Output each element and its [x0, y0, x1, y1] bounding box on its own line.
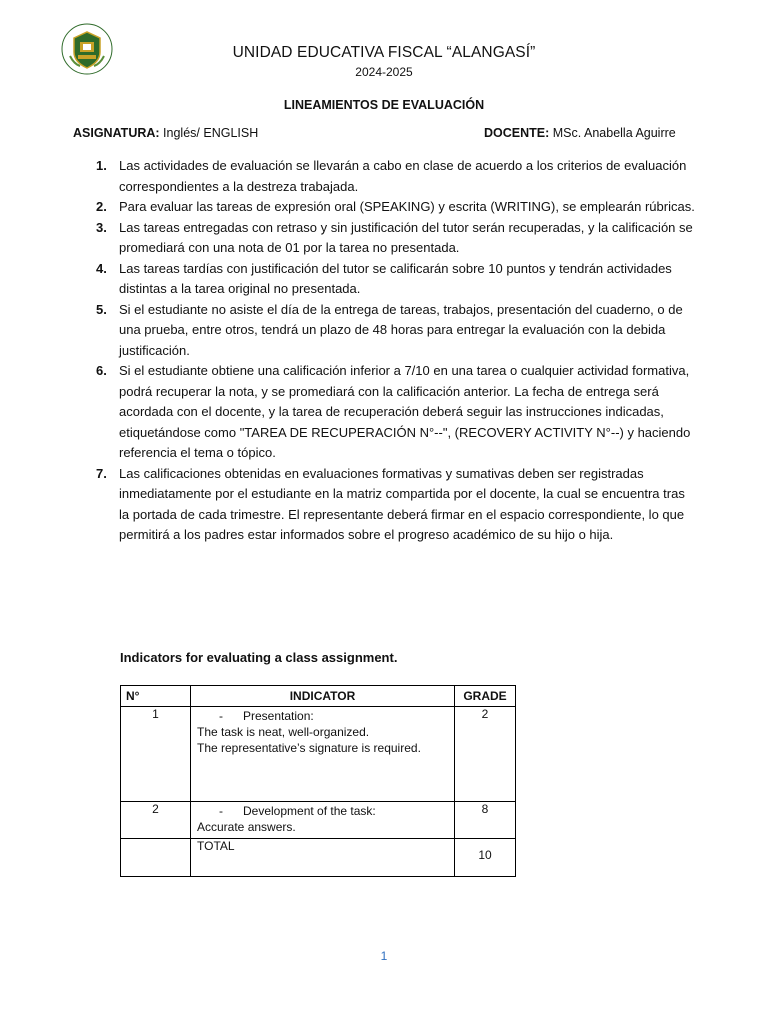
rule-text: Las tareas tardías con justificación del tutor se calificarán sobre 10 puntos y tendrán actividades distintas a la tarea original no presentada.: [119, 260, 672, 296]
rule-number: 6.: [96, 363, 107, 378]
column-header-grade: GRADE: [455, 686, 516, 707]
indicator-title: [197, 708, 448, 724]
subject-line: [73, 126, 258, 140]
grade-value: 2: [455, 707, 516, 802]
rule-number: 2.: [96, 199, 107, 214]
grade-value: 8: [455, 802, 516, 839]
rule-text: Las actividades de evaluación se llevarán a cabo en clase de acuerdo a los criterios de evaluación correspondientes a la destreza trabajada.: [119, 158, 687, 194]
row-number: 1: [121, 707, 191, 802]
column-header-number: N°: [121, 686, 191, 707]
indicator-title: [197, 803, 448, 819]
teacher-line: [484, 126, 676, 140]
teacher-label: DOCENTE:: [484, 126, 550, 140]
table-row: [121, 802, 516, 839]
evaluation-rules-list: [96, 156, 696, 546]
subject-value: Inglés/ ENGLISH: [159, 126, 259, 140]
table-total-row: [121, 839, 516, 877]
rule-item: [96, 156, 696, 197]
indicator-line: The task is neat, well-organized.: [197, 725, 370, 739]
table-row: [121, 707, 516, 802]
indicator-line: Accurate answers.: [197, 820, 296, 834]
indicators-table: [120, 685, 516, 877]
empty-cell: [121, 839, 191, 877]
rule-text: Si el estudiante obtiene una calificación inferior a 7/10 en una tarea o cualquier actividad formativa, podrá recuperar la nota, y se promediará con la calificación anterior. La fecha de entrega será acordada con el docente, y la tarea de recuperación deberá seguir las instrucciones indicadas, etiquetándose como "TAREA DE RECUPERACIÓN N°--", (RECOVERY ACTIVITY N°--) y haciendo referencia el tema o tópico.: [119, 363, 691, 460]
total-grade: 10: [455, 839, 516, 877]
rule-text: Si el estudiante no asiste el día de la entrega de tareas, trabajos, presentación del cuaderno, o de una prueba, entre otros, tendrá un plazo de 48 horas para entregar la evaluación con la debida justificación.: [119, 301, 683, 358]
indicator-title-text: Development of the task:: [243, 804, 376, 818]
rule-item: [96, 361, 696, 464]
teacher-value: MSc. Anabella Aguirre: [549, 126, 676, 140]
rule-number: 3.: [96, 219, 107, 235]
rule-number: 1.: [96, 158, 107, 173]
indicator-cell: [191, 802, 455, 839]
column-header-indicator: INDICATOR: [191, 686, 455, 707]
row-number: 2: [121, 802, 191, 839]
page-number: 1: [380, 949, 388, 963]
total-label: TOTAL: [191, 839, 455, 877]
rule-number: 7.: [96, 465, 107, 481]
rule-item: [96, 259, 696, 300]
table-header-row: [121, 686, 516, 707]
document-title: LINEAMIENTOS DE EVALUACIÓN: [283, 98, 485, 112]
indicator-cell: [191, 707, 455, 802]
bullet-dash: -: [219, 804, 223, 818]
bullet-dash: -: [219, 709, 223, 723]
rule-text: Las tareas entregadas con retraso y sin justificación del tutor serán recuperadas, y la calificación se promediará con una nota de 01 por la tarea no presentada.: [119, 219, 693, 255]
indicator-title-text: Presentation:: [243, 709, 314, 723]
school-name: UNIDAD EDUCATIVA FISCAL “ALANGASÍ”: [232, 44, 536, 61]
indicators-heading: Indicators for evaluating a class assignment.: [120, 650, 398, 665]
rule-text: Para evaluar las tareas de expresión oral (SPEAKING) y escrita (WRITING), se emplearán rúbricas.: [119, 199, 695, 214]
rule-item: [96, 197, 696, 218]
rule-number: 5.: [96, 301, 107, 317]
indicator-line: The representative’s signature is required.: [197, 741, 421, 755]
rule-item: [96, 218, 696, 259]
subject-label: ASIGNATURA:: [73, 126, 160, 140]
rule-number: 4.: [96, 260, 107, 276]
rule-item: [96, 464, 696, 546]
school-year: 2024-2025: [355, 65, 413, 79]
rule-text: Las calificaciones obtenidas en evaluaciones formativas y sumativas deben ser registradas inmediatamente por el estudiante en la matriz compartida por el docente, la cual se encuentra tras la portada de cada trimestre. El representante deberá firmar en el espacio correspondiente, lo que permitirá a los padres estar informados sobre el progreso académico de su hijo o hija.: [119, 465, 685, 542]
rule-item: [96, 300, 696, 362]
